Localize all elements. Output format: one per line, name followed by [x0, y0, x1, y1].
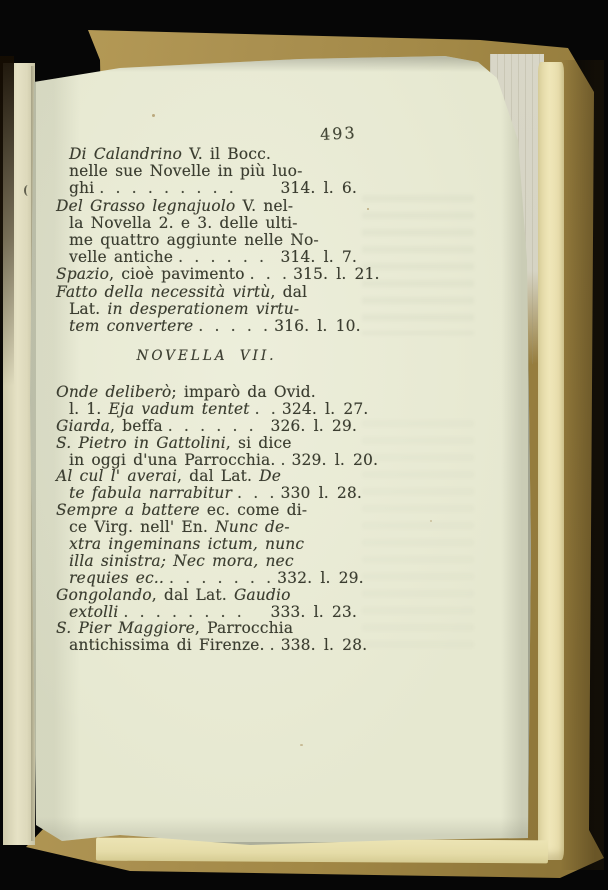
entry-text: nelle sue Novelle in più luo- — [69, 162, 303, 181]
entry-text: ghi . . . . . . . . . — [69, 179, 234, 198]
entry-text: Sempre a battere ec. come di- — [56, 501, 308, 520]
page-line-reference: 314. l. 6. — [280, 179, 357, 198]
entry-text: tem convertere . . . . . — [69, 316, 269, 335]
index-entries-bottom — [56, 383, 379, 655]
index-entry-line — [56, 232, 357, 249]
show-through-smudge — [362, 420, 474, 650]
entry-text: S. Pietro in Gattolini, si dice — [56, 433, 292, 452]
index-entry-line — [56, 484, 362, 503]
page-line-reference: 314. l. 7. — [280, 248, 357, 267]
index-entry-line — [56, 249, 357, 266]
entry-text: antichissima di Firenze. . — [69, 636, 275, 655]
endpaper-edge — [538, 62, 564, 860]
entry-text: l. 1. Eja vadum tentet . . — [69, 399, 276, 418]
index-entry-line — [56, 435, 357, 452]
index-entries-top — [56, 145, 380, 335]
entry-text: Al cul l' averai, dal Lat. De — [56, 467, 282, 486]
entry-text: Spazio, cioè pavimento . . . — [56, 265, 288, 284]
entry-text: te fabula narrabitur . . . — [69, 484, 275, 503]
index-entry-line — [56, 536, 357, 553]
index-entry-line — [56, 587, 357, 604]
index-entry-line — [56, 620, 357, 637]
index-entry-line — [56, 180, 357, 197]
index-entry-line — [56, 399, 369, 418]
entry-text: Giarda, beffa . . . . . . — [56, 416, 254, 435]
paper-speck — [367, 208, 369, 210]
entry-text: Fatto della necessità virtù, dal — [56, 282, 308, 301]
index-entry-line — [56, 450, 379, 469]
index-entry-line — [56, 519, 357, 536]
page-line-reference: 315. l. 21. — [293, 265, 380, 284]
entry-text: requies ec.. . . . . . . . — [69, 568, 272, 587]
book-cover-shadow — [560, 60, 604, 870]
entry-text: ce Virg. nell' En. Nunc de- — [69, 518, 290, 537]
page-line-reference: 329. l. 20. — [291, 450, 379, 469]
index-entry-line — [56, 265, 380, 284]
ink-blemish — [24, 185, 32, 196]
entry-text: Di Calandrino V. il Bocc. — [69, 145, 271, 163]
entry-text: Lat. in desperationem virtu- — [69, 299, 300, 318]
index-entry-line — [56, 502, 357, 519]
entry-text: xtra ingeminans ictum, nunc — [69, 535, 305, 554]
index-entry-line — [56, 568, 364, 587]
index-entry-line — [56, 316, 361, 335]
index-entry-line — [56, 301, 357, 318]
index-entry-line — [56, 146, 357, 163]
paper-speck — [300, 744, 303, 746]
index-entry-line — [56, 198, 357, 215]
index-entry-line — [56, 468, 357, 485]
page-line-reference: 316. l. 10. — [274, 316, 361, 335]
page-line-reference: 326. l. 29. — [270, 416, 357, 435]
page-number: 493 — [319, 123, 358, 144]
page-line-reference: 330 l. 28. — [280, 484, 362, 503]
page-line-reference: 324. l. 27. — [281, 399, 369, 418]
page-line-reference: 333. l. 23. — [270, 602, 357, 621]
index-entry-line — [56, 604, 357, 621]
entry-text: me quattro aggiunte nelle No- — [69, 230, 319, 249]
entry-text: la Novella 2. e 3. delle ulti- — [69, 213, 298, 232]
section-header: NOVELLA VII. — [136, 348, 277, 364]
page-line-reference: 338. l. 28. — [280, 636, 368, 655]
index-entry-line — [56, 163, 357, 180]
index-entry-line — [56, 215, 357, 232]
entry-text: illa sinistra; Nec mora, nec — [69, 551, 294, 570]
entry-text: extolli . . . . . . . . — [69, 602, 242, 621]
entry-text: Gongolando, dal Lat. Gaudio — [56, 585, 291, 604]
spine-shadow — [0, 56, 14, 386]
index-entry-line — [56, 553, 357, 570]
index-entry-line — [56, 284, 357, 301]
entry-text: S. Pier Maggiore, Parrocchia — [56, 619, 294, 638]
paper-speck — [152, 114, 155, 117]
entry-text: Onde deliberò; imparò da Ovid. — [56, 383, 316, 401]
entry-text: Del Grasso legnajuolo V. nel- — [56, 196, 294, 215]
entry-text: in oggi d'una Parrocchia. . — [69, 450, 286, 469]
page-line-reference: 332. l. 29. — [277, 568, 364, 587]
index-entry-line — [56, 384, 357, 401]
index-entry-line — [56, 418, 357, 435]
index-entry-line — [56, 636, 368, 655]
entry-text: velle antiche . . . . . . — [69, 248, 265, 267]
paper-speck — [430, 520, 432, 522]
